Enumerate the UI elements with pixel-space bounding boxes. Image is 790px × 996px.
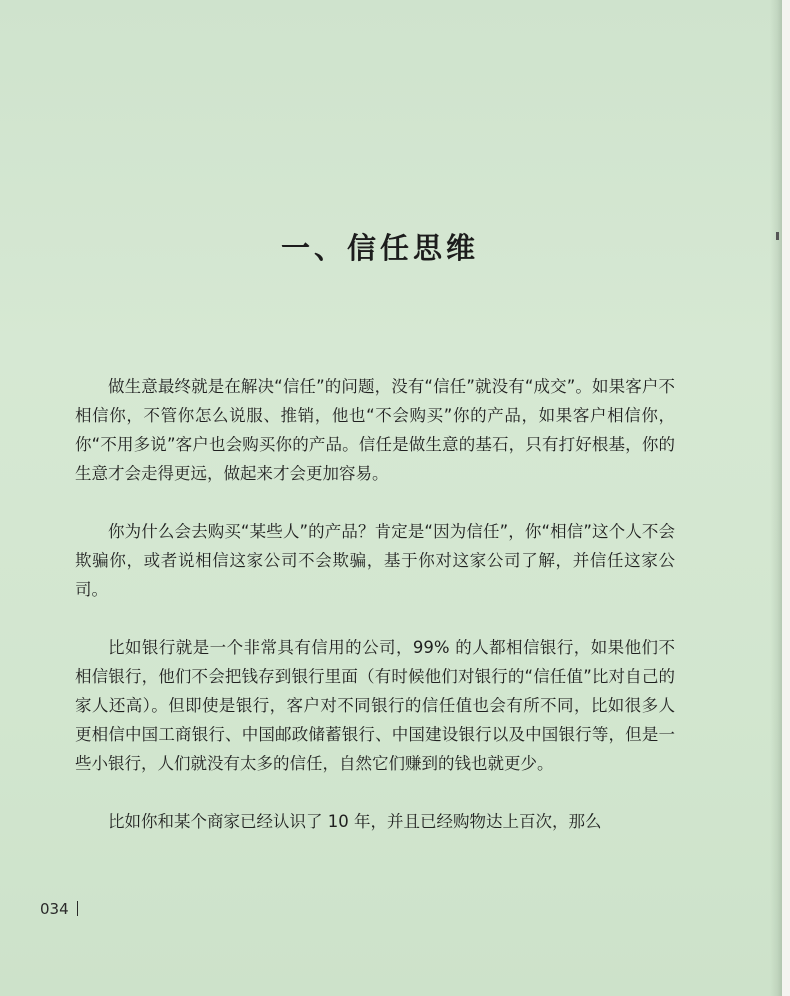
page-number: 034 bbox=[40, 900, 69, 918]
paragraph-2: 你为什么会去购买“某些人”的产品？肯定是“因为信任”，你“相信”这个人不会欺骗你，或者说相信这家公司不会欺骗，基于你对这家公司了解，并信任这家公司。 bbox=[75, 522, 675, 599]
page-footer bbox=[40, 900, 78, 918]
right-margin-strip bbox=[782, 0, 790, 996]
paragraph-4: 比如你和某个商家已经认识了 10 年，并且已经购物达上百次，那么 bbox=[108, 812, 602, 831]
paragraph-1: 做生意最终就是在解决“信任”的问题，没有“信任”就没有“成交”。如果客户不相信你，不管你怎么说服、推销，他也“不会购买”你的产品，如果客户相信你，你“不用多说”客户也会购买你的产品。信任是做生意的基石，只有打好根基，你的生意才会走得更远，做起来才会更加容易。 bbox=[75, 377, 675, 483]
page-edge-mark bbox=[776, 232, 779, 240]
body-text bbox=[75, 372, 675, 865]
footer-separator bbox=[77, 901, 79, 916]
section-title: 一、信任思维 bbox=[280, 231, 479, 265]
paragraph-3: 比如银行就是一个非常具有信用的公司，99% 的人都相信银行，如果他们不相信银行，他们不会把钱存到银行里面（有时候他们对银行的“信任值”比对自己的家人还高）。但即使是银行，客户对不同银行的信任值也会有所不同，比如很多人更相信中国工商银行、中国邮政储蓄银行、中国建设银行以及中国银行等，但是一些小银行，人们就没有太多的信任，自然它们赚到的钱也就更少。 bbox=[75, 638, 675, 773]
page-edge-shadow bbox=[770, 0, 782, 996]
